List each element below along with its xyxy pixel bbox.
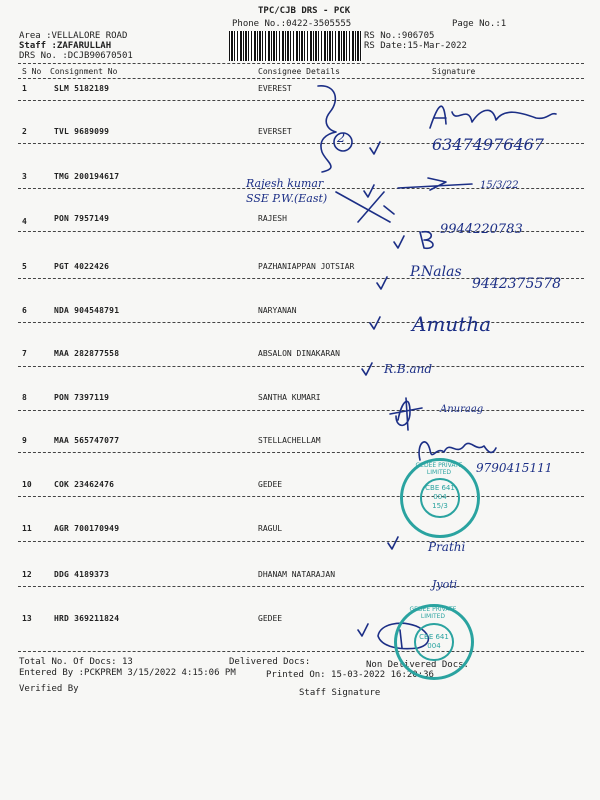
row-sno: 11 xyxy=(22,524,32,533)
handwritten-phone: 9790415111 xyxy=(476,461,553,475)
staff-label: Staff :ZAFARULLAH xyxy=(19,41,112,51)
row-consignee: NARYANAN xyxy=(258,306,297,315)
handwritten-phone: 9442375578 xyxy=(472,276,562,292)
row-consignee: ABSALON DINAKARAN xyxy=(258,349,340,358)
document-title: TPC/CJB DRS - PCK xyxy=(258,6,351,16)
row-consignment: PON 7397119 xyxy=(54,393,110,402)
row-consignment: TVL 9689099 xyxy=(54,127,110,136)
handwritten-phone: 9944220783 xyxy=(440,222,523,237)
row-consignee: PAZHANIAPPAN JOTSIAR xyxy=(258,262,355,271)
row-sno: 4 xyxy=(22,217,27,226)
row-sno: 8 xyxy=(22,393,27,402)
divider xyxy=(18,63,584,64)
row-sno: 2 xyxy=(22,127,27,136)
barcode xyxy=(229,31,362,61)
page-number: Page No.:1 xyxy=(452,19,507,29)
printed-on: Printed On: 15-03-2022 16:20:36 xyxy=(266,670,434,680)
row-sno: 7 xyxy=(22,349,27,358)
handwritten-name: R.B.and xyxy=(384,362,433,376)
delivered-docs: Delivered Docs: xyxy=(229,657,311,667)
total-docs: Total No. Of Docs: 13 xyxy=(19,657,133,667)
row-consignment: MAA 282877558 xyxy=(54,349,120,358)
divider xyxy=(18,496,584,497)
row-consignment: SLM 5182189 xyxy=(54,84,110,93)
phone-number: Phone No.:0422-3505555 xyxy=(232,19,352,29)
divider xyxy=(18,410,584,411)
stamp-center-date: 15/3 xyxy=(432,502,448,511)
entered-by: Entered By :PCKPREM 3/15/2022 4:15:06 PM xyxy=(19,668,236,678)
divider xyxy=(18,452,584,453)
area-label: Area :VELLALORE ROAD xyxy=(19,31,128,41)
handwritten-designation: SSE P.W.(East) xyxy=(246,192,328,205)
row-consignee: RAGUL xyxy=(258,524,283,533)
drs-number: DRS No. :DCJB90670501 xyxy=(19,51,133,61)
divider xyxy=(18,100,584,101)
row-consignee: GEDEE xyxy=(258,480,283,489)
stamp-center-code: CBE 641 004 xyxy=(419,633,449,650)
handwritten-name: Prathi xyxy=(428,540,466,554)
rs-number: RS No.:906705 xyxy=(364,31,435,41)
row-consignment: TMG 200194617 xyxy=(54,172,120,181)
row-consignment: AGR 700170949 xyxy=(54,524,120,533)
row-consignment: NDA 904548791 xyxy=(54,306,120,315)
row-sno: 1 xyxy=(22,84,27,93)
row-consignment: MAA 565747077 xyxy=(54,436,120,445)
row-sno: 5 xyxy=(22,262,27,271)
row-consignment: HRD 369211824 xyxy=(54,614,120,623)
row-consignee: GEDEE xyxy=(258,614,283,623)
row-consignment: PGT 4022426 xyxy=(54,262,110,271)
handwritten-name: Jyoti xyxy=(432,578,458,591)
row-sno: 12 xyxy=(22,570,32,579)
row-consignee: DHANAM NATARAJAN xyxy=(258,570,336,579)
stamp-center-code: CBE 641 004 xyxy=(425,484,455,502)
col-consignee: Consignee Details xyxy=(258,67,340,76)
row-consignee: STELLACHELLAM xyxy=(258,436,321,445)
stamp-ring-text: GEDEE PRIVATE LIMITED xyxy=(409,606,457,620)
row-consignment: COK 23462476 xyxy=(54,480,115,489)
handwritten-date: 15/3/22 xyxy=(480,180,519,191)
verified-by: Verified By xyxy=(19,684,79,694)
handwritten-phone: 63474976467 xyxy=(432,135,544,154)
handwritten-name: Anuraag xyxy=(440,404,484,415)
row-consignment: PON 7957149 xyxy=(54,214,110,223)
divider xyxy=(18,366,584,367)
col-sno: S No xyxy=(22,67,42,76)
rs-date: RS Date:15-Mar-2022 xyxy=(364,41,467,51)
handwritten-name: P.Nalas xyxy=(410,264,462,280)
divider xyxy=(18,586,584,587)
row-consignee: EVEREST xyxy=(258,84,292,93)
handwritten-name: Rajesh kumar xyxy=(246,177,324,190)
handwritten-name: Amutha xyxy=(412,312,492,336)
row-sno: 10 xyxy=(22,480,32,489)
row-consignee: EVERSET xyxy=(258,127,292,136)
divider xyxy=(18,651,584,652)
handwritten-circled-number: 2 xyxy=(337,131,346,146)
col-consignment: Consignment No xyxy=(50,67,118,76)
col-signature: Signature xyxy=(432,67,476,76)
divider xyxy=(18,78,584,79)
stamp-ring-text: GEDEE PRIVATE LIMITED xyxy=(415,462,463,476)
row-consignee: SANTHA KUMARI xyxy=(258,393,321,402)
divider xyxy=(18,541,584,542)
row-consignee: RAJESH xyxy=(258,214,287,223)
non-delivered-docs: Non Delivered Docs: xyxy=(366,660,469,670)
staff-signature-label: Staff Signature xyxy=(299,688,381,698)
row-sno: 9 xyxy=(22,436,27,445)
row-sno: 3 xyxy=(22,172,27,181)
row-consignment: DDG 4189373 xyxy=(54,570,110,579)
divider xyxy=(18,322,584,323)
row-sno: 6 xyxy=(22,306,27,315)
row-sno: 13 xyxy=(22,614,32,623)
